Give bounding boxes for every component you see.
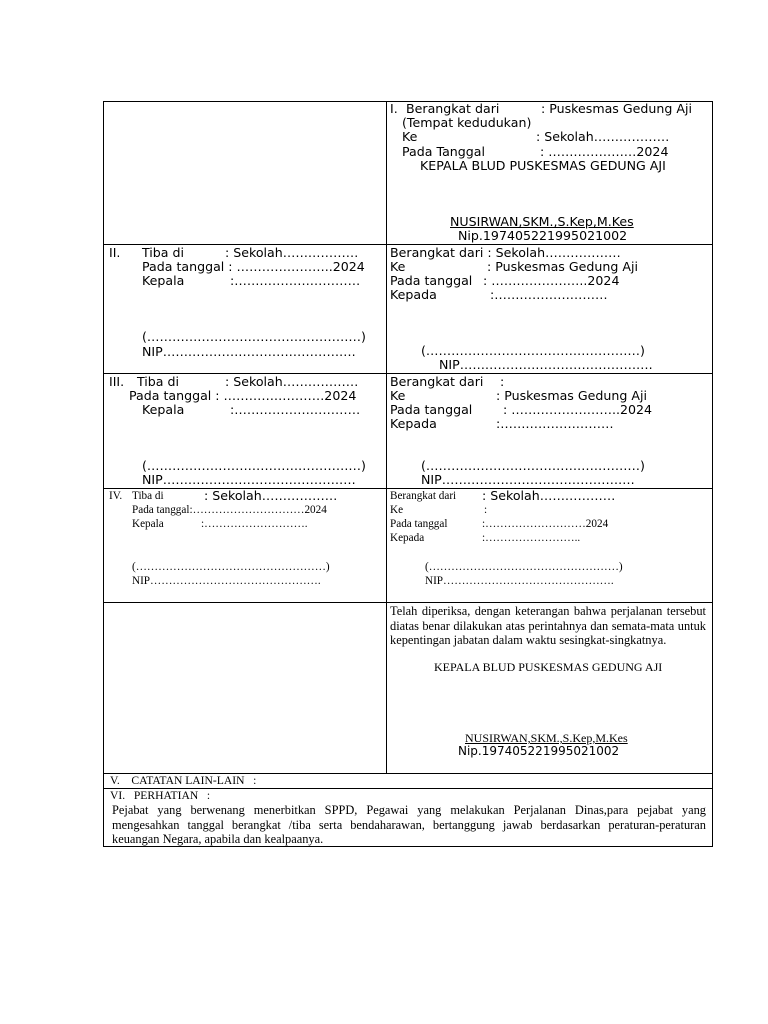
signature-line: (……………………………………………)	[132, 561, 330, 573]
pada-tanggal-label: Pada tanggal	[390, 518, 448, 530]
pada-tanggal-value: : ……………………..2024	[503, 402, 653, 417]
berangkat-label: Berangkat dari	[390, 490, 457, 502]
tiba-label: Tiba di	[137, 374, 180, 389]
signatory-name: NUSIRWAN,SKM.,S.Kep,M.Kes	[450, 214, 634, 229]
nip-line: NIP……………………………………….	[421, 472, 635, 487]
signature-line: (……………………………………………)	[142, 329, 366, 344]
ke-label: Ke	[390, 504, 404, 516]
signature-line: (……………………………………………)	[425, 561, 623, 573]
section-iii-arrival	[104, 374, 387, 488]
pada-tanggal-value: : …………………2024	[540, 144, 669, 159]
section-i-row	[104, 102, 712, 245]
berangkat-label: Berangkat dari	[406, 101, 500, 116]
section-number: I.	[390, 101, 398, 116]
tiba-value: : Sekolah………………	[204, 488, 338, 503]
ke-label: Ke	[402, 129, 418, 144]
tiba-label: Tiba di	[142, 245, 185, 260]
nip-line: NIP……………………………………….	[142, 472, 356, 487]
berangkat-label: Berangkat dari	[390, 374, 484, 389]
section-ii-row	[104, 245, 712, 374]
section-ii-arrival	[104, 245, 387, 373]
berangkat-line: Berangkat dari : Sekolah………………	[390, 245, 621, 260]
ke-label: Ke	[390, 259, 406, 274]
verification-statement	[387, 603, 712, 773]
nip-line: NIP……………………………………….	[132, 575, 321, 587]
nip-line: NIP……………………………………….	[425, 575, 614, 587]
signatory-nip: Nip.197405221995021002	[458, 744, 620, 758]
pada-tanggal-label: Pada Tanggal	[402, 144, 485, 159]
kepala-value: :…………………………	[230, 273, 361, 288]
section-iv-row	[104, 489, 712, 603]
ke-value: : Sekolah………………	[536, 129, 670, 144]
signature-line: (……………………………………………)	[421, 343, 645, 358]
signature-line: (……………………………………………)	[142, 458, 366, 473]
section-i-left-empty	[104, 102, 387, 244]
ke-value: : Puskesmas Gedung Aji	[487, 259, 638, 274]
section-ii-departure	[387, 245, 712, 373]
signatory-nip: Nip.197405221995021002	[458, 228, 628, 243]
signatory-name: NUSIRWAN,SKM.,S.Kep,M.Kes	[465, 731, 628, 745]
pada-tanggal-value: : …………………..2024	[483, 273, 620, 288]
perhatian-title: VI. PERHATIAN :	[110, 789, 211, 802]
verification-left-empty	[104, 603, 387, 773]
pada-tanggal: Pada tanggal : …………………..2024	[142, 259, 365, 274]
pada-tanggal-label: Pada tanggal	[390, 273, 473, 288]
section-number: II.	[109, 245, 121, 260]
tiba-value: : Sekolah………………	[225, 245, 359, 260]
verification-text: Telah diperiksa, dengan keterangan bahwa perjalanan tersebut diatas benar dilakukan atas perintahnya dan semata-mata untuk kepentingan jabatan dalam waktu sesingkat-singkatnya.	[390, 604, 706, 647]
berangkat-value: : Puskesmas Gedung Aji	[541, 101, 692, 116]
perhatian-text: Pejabat yang berwenang menerbitkan SPPD, Pegawai yang melakukan Perjalanan Dinas,para pejabat yang mengesahkan tanggal berangkat /tiba serta bendaharawan, bertanggung jawab berdasarkan peraturan-peraturan keuangan Negara, apabila dan kealpaanya.	[112, 803, 706, 846]
pada-tanggal: Pada tanggal : ……………………2024	[129, 388, 357, 403]
kepada-label: Kepada	[390, 532, 425, 544]
kepala-title: KEPALA BLUD PUSKESMAS GEDUNG AJI	[420, 158, 666, 173]
kepala-value: :…………………………	[230, 402, 361, 417]
section-iii-row	[104, 374, 712, 489]
section-number: IV.	[109, 490, 123, 502]
section-iv-departure	[387, 489, 712, 602]
tiba-label: Tiba di	[132, 490, 164, 502]
sppd-form	[103, 101, 713, 847]
kepada-label: Kepada	[390, 287, 437, 302]
kepala-label: Kepala	[142, 273, 185, 288]
signature-line: (……………………………………………)	[421, 458, 645, 473]
pada-tanggal-label: Pada tanggal	[390, 402, 473, 417]
catatan-lain-lain: V. CATATAN LAIN-LAIN :	[110, 774, 257, 787]
berangkat-value: :	[500, 374, 505, 389]
ke-value: : Puskesmas Gedung Aji	[496, 388, 647, 403]
catatan-row	[104, 774, 712, 789]
ke-value: :	[484, 504, 488, 516]
berangkat-value: : Sekolah………………	[482, 488, 616, 503]
kepala-title: KEPALA BLUD PUSKESMAS GEDUNG AJI	[434, 660, 663, 674]
tiba-value: : Sekolah………………	[225, 374, 359, 389]
pada-tanggal: Pada tanggal:…………………………2024	[132, 504, 327, 516]
perhatian-row	[104, 789, 712, 846]
tempat-kedudukan: (Tempat kedudukan)	[402, 115, 532, 130]
section-iii-departure	[387, 374, 712, 488]
pada-tanggal-value: :………………………2024	[482, 518, 609, 530]
kepala-label: Kepala	[132, 518, 164, 530]
kepala-value: :……………………….	[201, 518, 308, 530]
section-number: III.	[109, 374, 125, 389]
kepada-label: Kepada	[390, 416, 437, 431]
kepala-label: Kepala	[142, 402, 185, 417]
section-iv-arrival	[104, 489, 387, 602]
kepada-value: :………………………	[496, 416, 614, 431]
nip-line: NIP……………………………………….	[439, 357, 653, 372]
verification-row	[104, 603, 712, 774]
kepada-value: :………………………	[490, 287, 608, 302]
nip-line: NIP……………………………………….	[142, 344, 356, 359]
section-i-departure	[387, 102, 712, 244]
kepada-value: :……………………..	[482, 532, 581, 544]
ke-label: Ke	[390, 388, 406, 403]
